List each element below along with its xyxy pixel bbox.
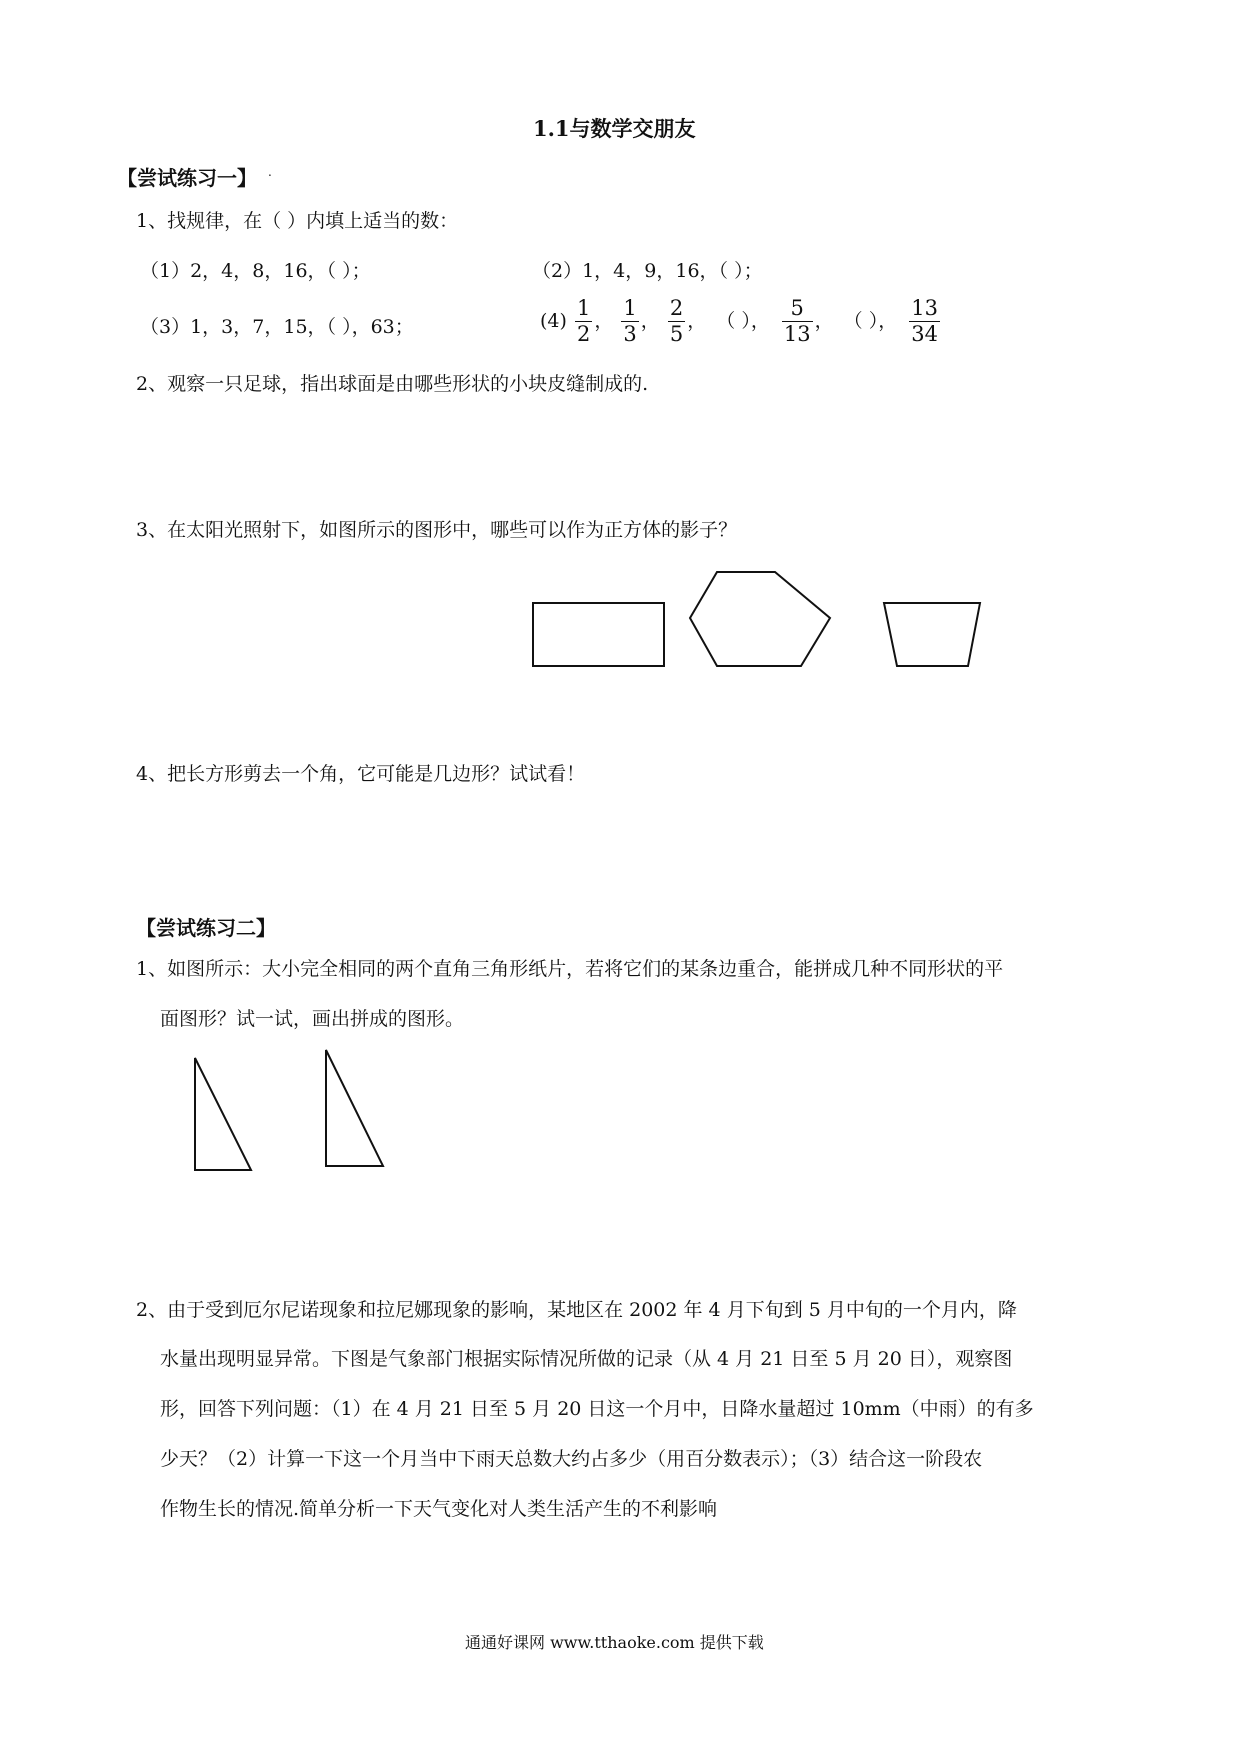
- section-2-question-2-line-3: 形，回答下列问题：（1）在 4 月 21 日至 5 月 20 日这一个月中，日降水量超过 10mm（中雨）的有多: [160, 1398, 1034, 1420]
- section-1-heading: 【尝试练习一】: [117, 166, 257, 190]
- question-1-part-3: （3）1，3，7，15，（ ），63；: [140, 316, 414, 338]
- triangles-figure: [180, 1040, 400, 1180]
- section-2-question-1-line-2: 面图形？试一试，画出拼成的图形。: [160, 1008, 465, 1030]
- section-2-question-2-line-1: 2、由于受到厄尔尼诺现象和拉尼娜现象的影响，某地区在 2002 年 4 月下旬到 5 月中旬的一个月内，降: [136, 1299, 1017, 1321]
- fraction-2: $\frac{1}{3}$: [623, 296, 637, 347]
- footer-credit: 通通好课网 www.tthaoke.com 提供下载: [465, 1633, 764, 1652]
- blank-1: （ ），: [716, 310, 770, 333]
- question-1-part-4: (4) $\frac{1}{2}$ ， $\frac{1}{3}$ ， $\frac{2}{5}$ ， （ ）， $\frac{5}{13}$ ， （ ）， $\frac{13}{34}$: [540, 296, 938, 347]
- section-2-question-2-line-4: 少天？（2）计算一下这一个月当中下雨天总数大约占多少（用百分数表示）；（3）结合这一阶段农: [160, 1448, 983, 1470]
- page-title: 1.1与数学交朋友: [533, 116, 696, 141]
- fraction-1: $\frac{1}{2}$: [576, 296, 591, 347]
- fraction-5: $\frac{13}{34}$: [911, 296, 938, 347]
- section-2-heading: 【尝试练习二】: [136, 916, 276, 940]
- right-triangle-left: [195, 1058, 251, 1170]
- section-2-question-1-line-1: 1、如图所示：大小完全相同的两个直角三角形纸片，若将它们的某条边重合，能拼成几种不同形状的平: [136, 958, 1004, 980]
- blank-2: （ ），: [843, 310, 898, 333]
- question-2: 2、观察一只足球，指出球面是由哪些形状的小块皮缝制成的.: [136, 373, 649, 395]
- right-triangle-right: [326, 1050, 383, 1166]
- part-4-prefix: (4): [540, 310, 567, 333]
- fraction-4: $\frac{5}{13}$: [783, 296, 811, 347]
- fraction-3: $\frac{2}{5}$: [669, 296, 684, 347]
- rectangle-shape: [533, 603, 664, 666]
- question-1-part-2: （2）1，4，9，16，（ ）；: [532, 260, 763, 282]
- trapezoid-shape: [884, 603, 980, 666]
- question-1-stem: 1、找规律，在（ ）内填上适当的数：: [136, 210, 459, 232]
- question-1-part-1: （1）2，4，8，16，（ ）；: [140, 260, 371, 282]
- question-4: 4、把长方形剪去一个角，它可能是几边形？试试看！: [136, 763, 586, 785]
- hexagon-shape: [690, 572, 830, 666]
- section-2-question-2-line-2: 水量出现明显异常。下图是气象部门根据实际情况所做的记录（从 4 月 21 日至 5 月 20 日），观察图: [160, 1348, 1013, 1370]
- question-3: 3、在太阳光照射下，如图所示的图形中，哪些可以作为正方体的影子？: [136, 519, 738, 541]
- section-2-question-2-line-5: 作物生长的情况.简单分析一下天气变化对人类生活产生的不利影响: [160, 1498, 718, 1520]
- section-1-heading-mark: .: [268, 165, 272, 179]
- shadow-shapes-figure: [520, 560, 1000, 680]
